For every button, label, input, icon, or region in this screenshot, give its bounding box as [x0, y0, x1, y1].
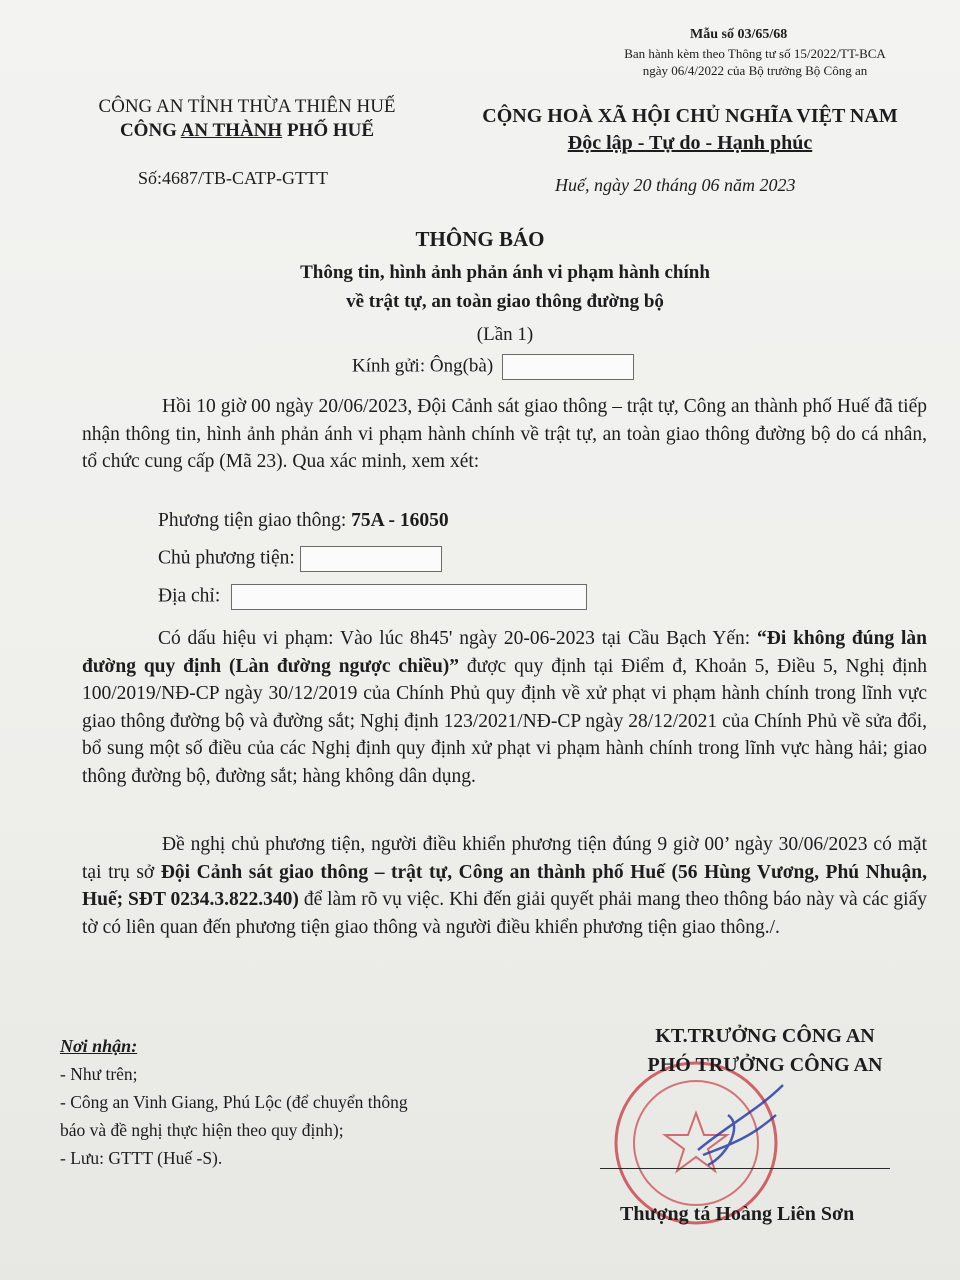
recipients-heading: Nơi nhận:: [60, 1036, 138, 1056]
recipient-item-2a: - Công an Vinh Giang, Phú Lộc (để chuyển thông: [60, 1092, 408, 1112]
request-instructions: để làm rõ vụ việc. Khi đến giải quyết phải mang theo thông báo này và các giấy tờ có liên quan đến phương tiện giao thông và người điều khiển phương tiện giao thông./.: [82, 889, 927, 938]
national-header: [465, 103, 915, 157]
request-location: Đội Cảnh sát giao thông – trật tự, Công an thành phố Huế (56 Hùng Vương, Phú Nhuận, Huế; SĐT 0234.3.822.340): [82, 861, 927, 910]
address-label: Địa chỉ:: [158, 585, 221, 607]
nation-motto: Độc lập - Tự do - Hạnh phúc: [567, 132, 813, 154]
violation-legal-basis: được quy định tại Điểm đ, Khoản 5, Điều 5, Nghị định 100/2019/NĐ-CP ngày 30/12/2019 của Chính Phủ quy định về xử phạt vi phạm hành chính trong lĩnh vực giao thông đường bộ và đường sắt; Nghị định 123/2021/NĐ-CP ngày 28/12/2021 của Chính Phủ về sửa đổi, bổ sung một số điều của các Nghị định quy định xử phạt vi phạm hành chính trong lĩnh vực hàng hải; giao thông đường bộ, đường sắt; hàng không dân dụng.: [82, 655, 928, 787]
subtitle-line-1: Thông tin, hình ảnh phản ánh vi phạm hành chính: [300, 262, 710, 283]
agency-name-part-3: PHỐ HUẾ: [282, 120, 375, 141]
form-issuance-line-1: Ban hành kèm theo Thông tư số 15/2022/TT-BCA: [624, 46, 886, 61]
signatory-title: [620, 1022, 910, 1080]
agency-name-part-1: CÔNG: [119, 120, 181, 141]
form-issuance-note: [590, 45, 920, 79]
signatory-name: Thượng tá Hoàng Liên Sơn: [620, 1203, 855, 1225]
address-line: [158, 584, 587, 610]
request-intro: Đề nghị chủ phương tiện, người điều khiển phương tiện đúng 9 giờ 00’ ngày 30/06/2023 có mặt tại trụ sở: [82, 834, 927, 883]
paragraph-violation: [82, 625, 927, 790]
addressee-label: Kính gửi: Ông(bà): [352, 355, 494, 377]
violation-description: “Đi không đúng làn đường quy định (Làn đường ngược chiều)”: [82, 628, 927, 677]
nation-name: CỘNG HOÀ XÃ HỘI CHỦ NGHĨA VIỆT NAM: [482, 105, 898, 127]
paragraph-intro: Hồi 10 giờ 00 ngày 20/06/2023, Đội Cảnh sát giao thông – trật tự, Công an thành phố Huế đã tiếp nhận thông tin, hình ảnh phản ánh vi phạm hành chính về trật tự, an toàn giao thông đường bộ do cá nhân, tổ chức cung cấp (Mã 23). Qua xác minh, xem xét:: [82, 396, 927, 472]
paragraph-request: [82, 831, 927, 941]
signatory-title-line-2: PHÓ TRƯỞNG CÔNG AN: [647, 1054, 883, 1076]
signatory-title-line-1: KT.TRƯỞNG CÔNG AN: [655, 1025, 875, 1047]
document-number: Số:4687/TB-CATP-GTTT: [138, 168, 329, 188]
owner-label: Chủ phương tiện:: [158, 547, 295, 569]
form-issuance-line-2: ngày 06/4/2022 của Bộ trưởng Bộ Công an: [642, 63, 868, 78]
recipient-item-3: - Lưu: GTTT (Huế -S).: [60, 1148, 223, 1168]
vehicle-plate: 75A - 16050: [351, 510, 449, 531]
vehicle-label: Phương tiện giao thông:: [158, 510, 352, 531]
agency-name-part-2: AN THÀNH: [180, 120, 283, 141]
issuing-agency: [72, 95, 422, 143]
document-subtitle: [0, 258, 960, 316]
notice-round: (Lần 1): [476, 324, 534, 345]
subtitle-line-2: về trật tự, an toàn giao thông đường bộ: [346, 291, 664, 312]
document-title: THÔNG BÁO: [415, 227, 545, 251]
form-number: Mẫu số 03/65/68: [690, 27, 788, 42]
redacted-address: [231, 584, 587, 610]
redacted-owner-name: [300, 546, 442, 572]
signature-underline: [600, 1168, 890, 1169]
redacted-addressee-name: [502, 354, 634, 380]
addressee: [352, 354, 634, 380]
dateline: Huế, ngày 20 tháng 06 năm 2023: [555, 175, 796, 195]
vehicle-line: [158, 510, 449, 532]
recipient-item-2b: báo và đề nghị thực hiện theo quy định);: [60, 1120, 344, 1140]
recipients-block: [60, 1032, 408, 1172]
recipient-item-1: - Như trên;: [60, 1064, 138, 1084]
agency-name: [72, 119, 422, 143]
violation-intro: Có dấu hiệu vi phạm: Vào lúc 8h45' ngày 20-06-2023 tại Cầu Bạch Yến:: [158, 628, 758, 649]
official-seal-stamp: [608, 1055, 788, 1225]
agency-parent: CÔNG AN TỈNH THỪA THIÊN HUẾ: [98, 96, 396, 117]
owner-line: [158, 546, 442, 572]
